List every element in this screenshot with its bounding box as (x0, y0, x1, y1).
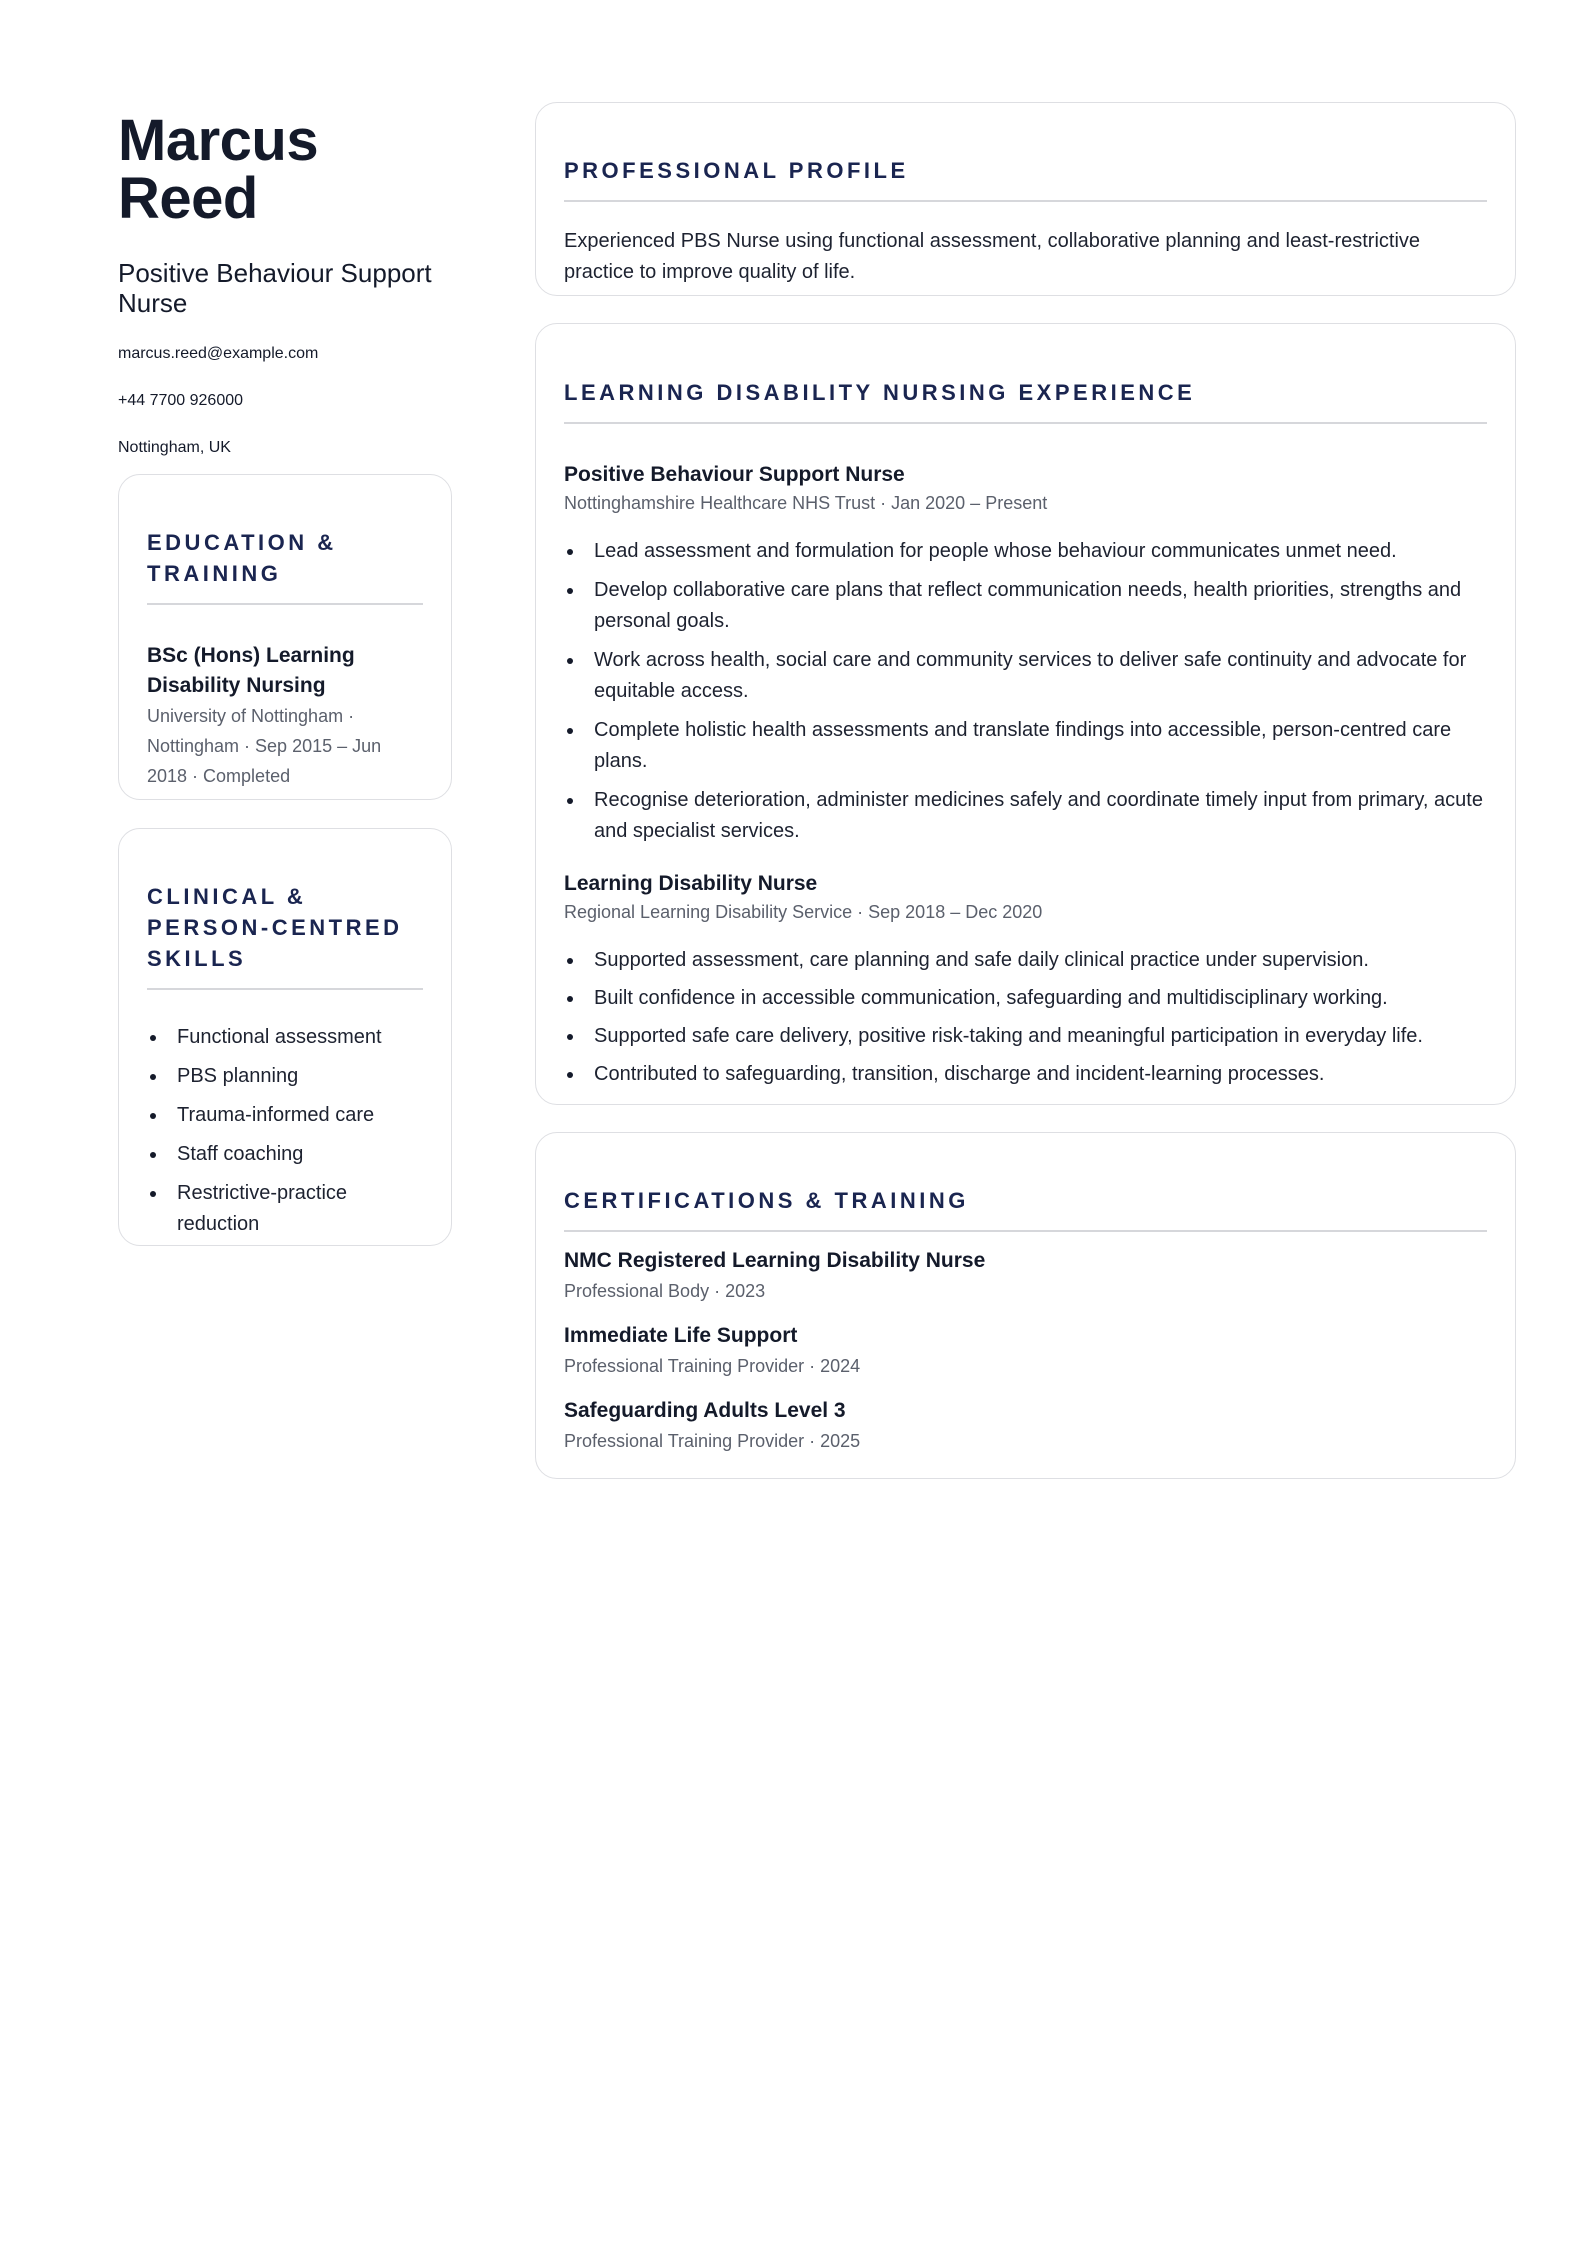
cert-meta: Professional Training Provider · 2024 (564, 1356, 861, 1376)
cert-meta: Professional Body · 2023 (564, 1281, 766, 1301)
job-title: Learning Disability Nurse (564, 872, 818, 895)
job-title: Positive Behaviour Support Nurse (564, 463, 905, 486)
job-bullet: Recognise deterioration, administer medicines safely and coordinate timely input from primary, acute and specialist services. (564, 785, 1487, 847)
job-bullet: Develop collaborative care plans that reflect communication needs, health priorities, strengths and personal goals. (564, 575, 1487, 637)
skill-item: Staff coaching (147, 1139, 423, 1170)
experience-divider (564, 422, 1487, 424)
skills-divider (147, 988, 423, 990)
job-meta: Regional Learning Disability Service · Sep 2018 – Dec 2020 (564, 902, 1043, 922)
experience-card (535, 323, 1516, 1105)
profile-divider (564, 200, 1487, 202)
sidebar (118, 100, 452, 458)
profile-text: Experienced PBS Nurse using functional assessment, collaborative planning and least-restrictive practice to improve quality of life. (564, 230, 1421, 283)
skills-card (118, 828, 452, 1246)
job-bullet: Contributed to safeguarding, transition, discharge and incident-learning processes. (564, 1059, 1487, 1090)
skills-list (147, 1022, 423, 1240)
education-title: EDUCATION & TRAINING (147, 530, 337, 586)
certifications-card (535, 1132, 1516, 1479)
job-bullets (564, 945, 1487, 1090)
contact-location: Nottingham, UK (118, 439, 231, 456)
job-bullet: Built confidence in accessible communication, safeguarding and multidisciplinary working. (564, 983, 1487, 1014)
certifications-divider (564, 1230, 1487, 1232)
job-bullets (564, 536, 1487, 847)
education-meta: University of Nottingham · Nottingham · Sep 2015 – Jun 2018 · Completed (147, 706, 382, 786)
job-bullet: Complete holistic health assessments and translate findings into accessible, person-centred care plans. (564, 715, 1487, 777)
certifications-title: CERTIFICATIONS & TRAINING (564, 1188, 969, 1213)
job-meta: Nottinghamshire Healthcare NHS Trust · Jan 2020 – Present (564, 493, 1048, 513)
education-card (118, 474, 452, 800)
cert-meta: Professional Training Provider · 2025 (564, 1431, 861, 1451)
profile-title: PROFESSIONAL PROFILE (564, 158, 909, 183)
candidate-role: Positive Behaviour Support Nurse (118, 258, 432, 318)
skill-item: Trauma-informed care (147, 1100, 423, 1131)
experience-title: LEARNING DISABILITY NURSING EXPERIENCE (564, 380, 1196, 405)
skill-item: Functional assessment (147, 1022, 423, 1053)
cert-name: Safeguarding Adults Level 3 (564, 1399, 846, 1422)
skill-item: Restrictive-practice reduction (147, 1178, 423, 1240)
profile-card (535, 102, 1516, 296)
job-bullet: Supported assessment, care planning and safe daily clinical practice under supervision. (564, 945, 1487, 976)
job-bullet: Work across health, social care and community services to deliver safe continuity and advocate for equitable access. (564, 645, 1487, 707)
job-bullet: Lead assessment and formulation for people whose behaviour communicates unmet need. (564, 536, 1487, 567)
job-bullet: Supported safe care delivery, positive risk-taking and meaningful participation in everyday life. (564, 1021, 1487, 1052)
contact-phone[interactable]: +44 7700 926000 (118, 392, 244, 409)
contact-email[interactable]: marcus.reed@example.com (118, 345, 319, 362)
candidate-name: Marcus Reed (118, 108, 319, 231)
skill-item: PBS planning (147, 1061, 423, 1092)
skills-title: CLINICAL & PERSON-CENTRED SKILLS (147, 884, 403, 971)
cert-name: NMC Registered Learning Disability Nurse (564, 1249, 986, 1272)
education-degree: BSc (Hons) Learning Disability Nursing (147, 644, 355, 697)
education-divider (147, 603, 423, 605)
cert-name: Immediate Life Support (564, 1324, 798, 1347)
